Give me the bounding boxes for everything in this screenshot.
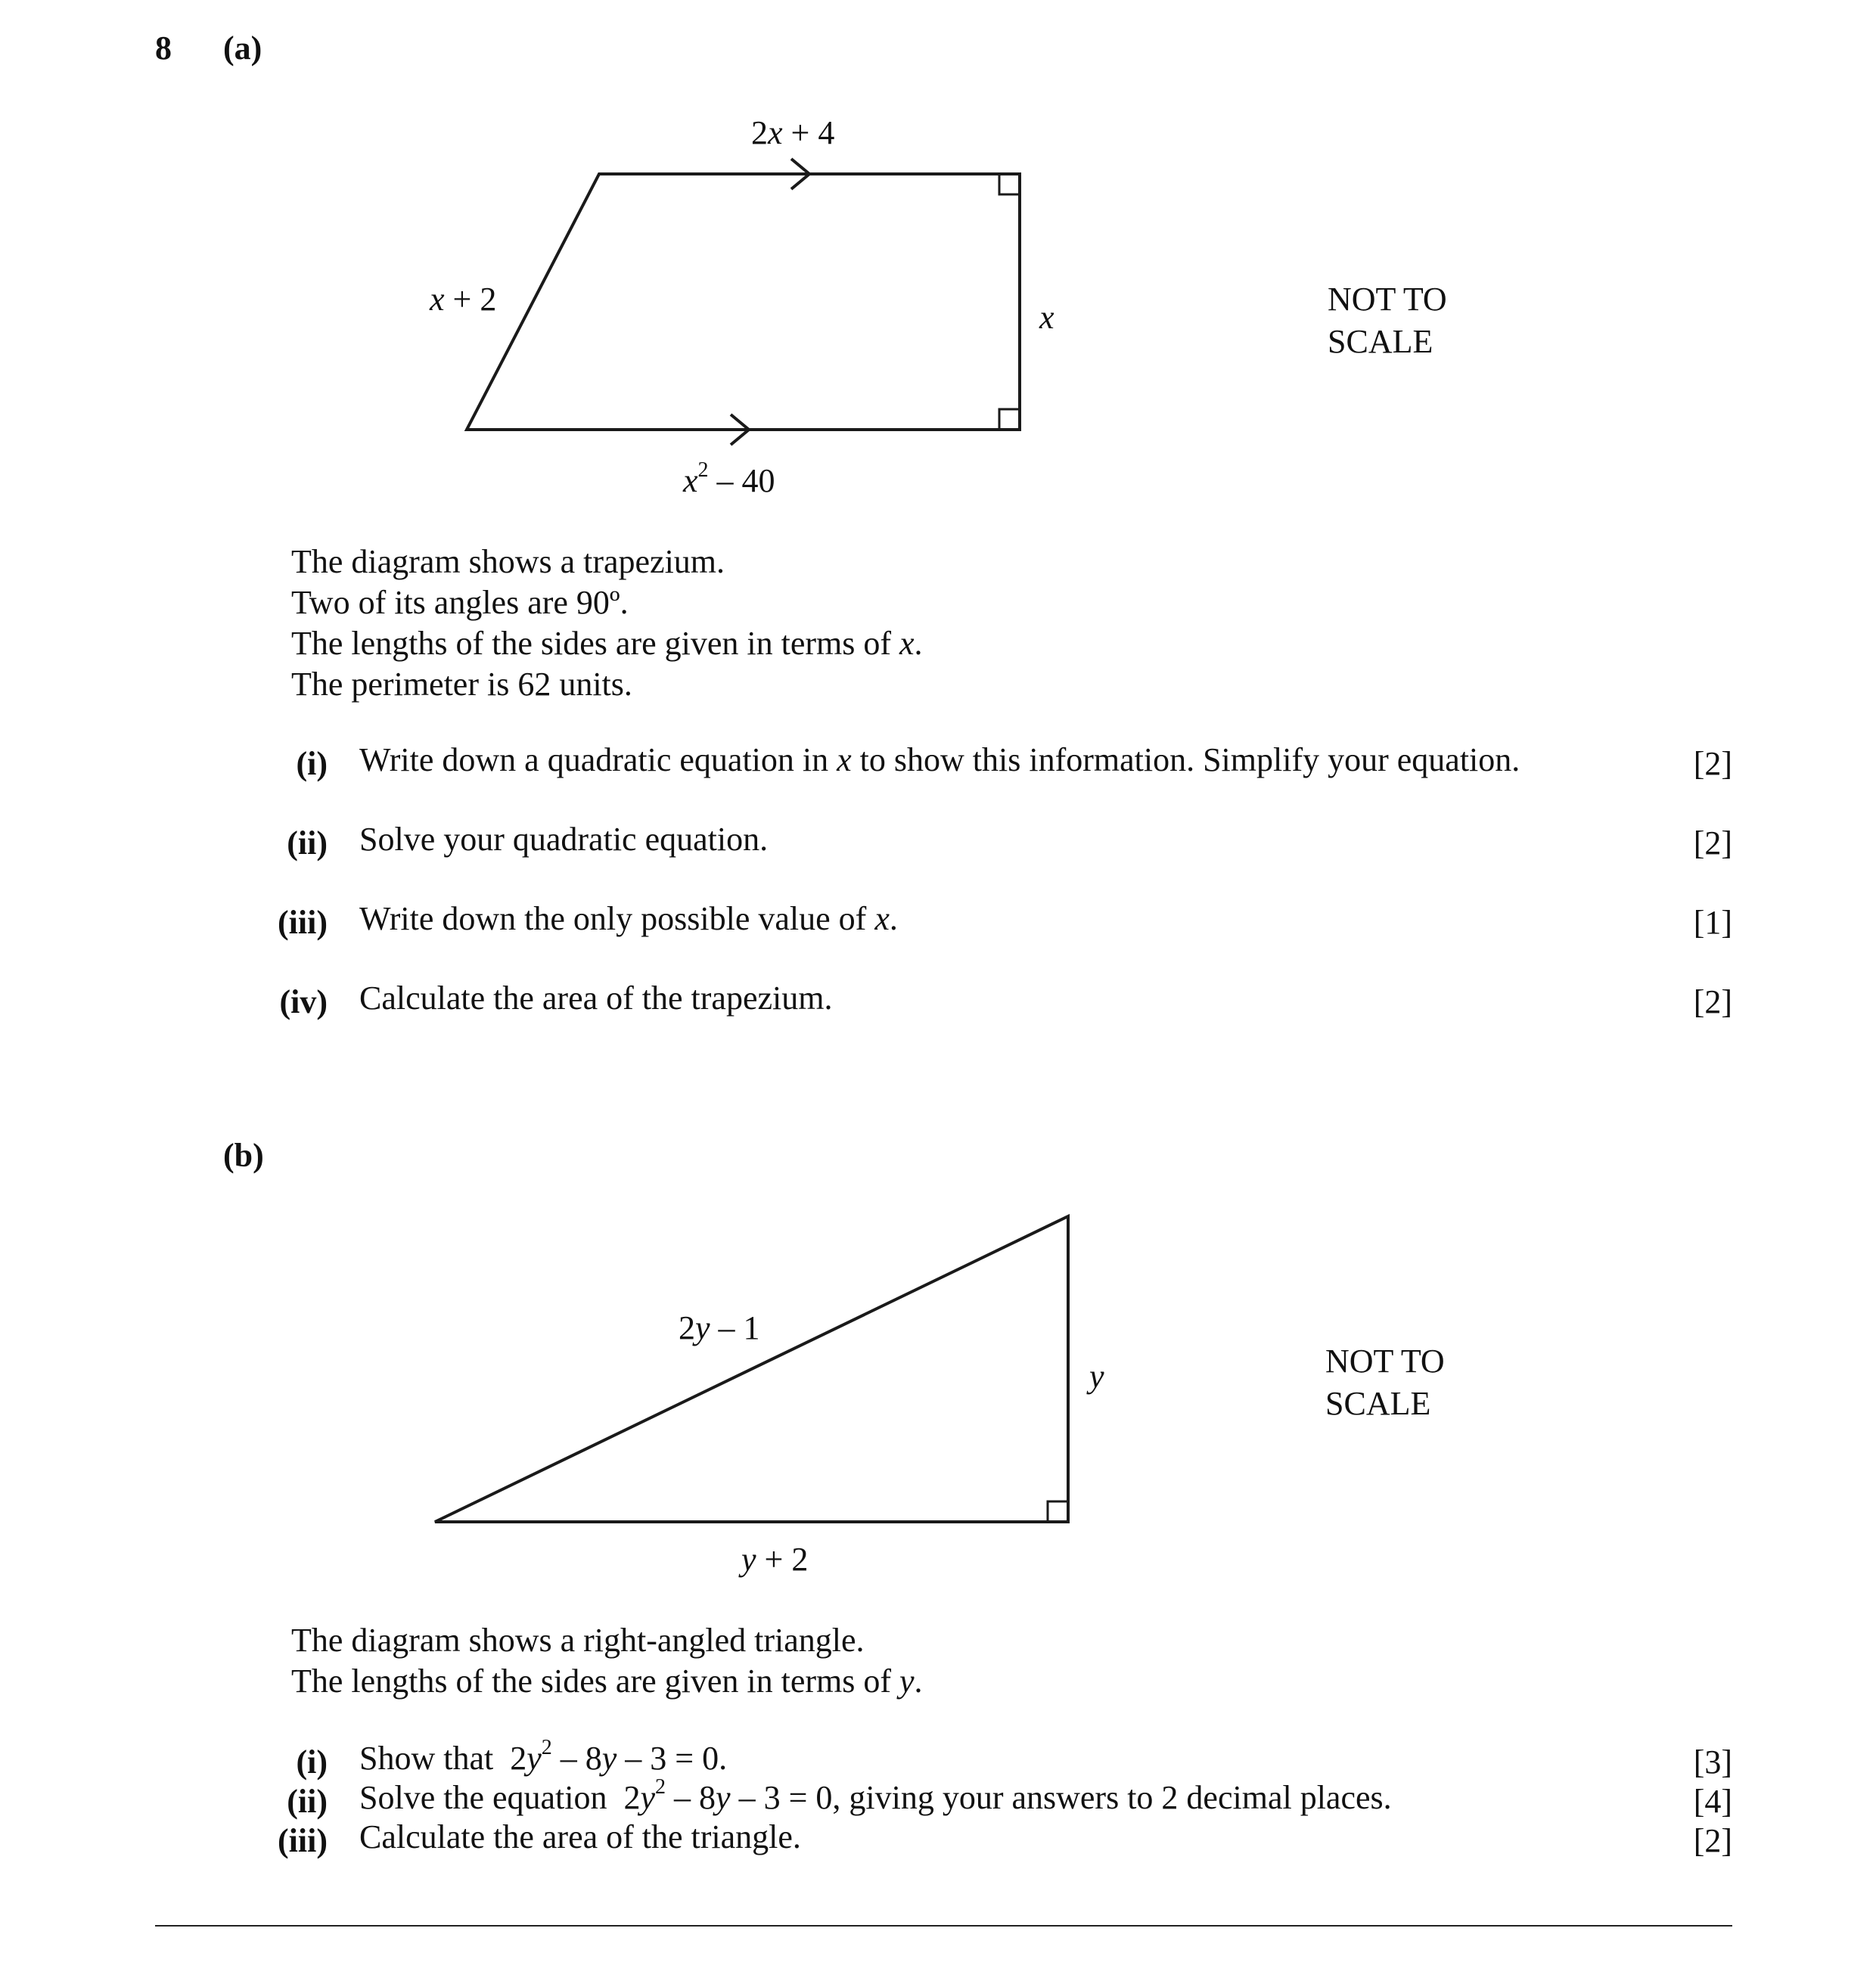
triangle-diagram [435, 1216, 1068, 1522]
question-number: 8 [155, 29, 172, 67]
subq-b-i-marks: [3] [1693, 1743, 1732, 1781]
subq-a-iii-text: Write down the only possible value of x. [359, 900, 898, 937]
subq-a-iv-marks: [2] [1693, 983, 1732, 1020]
part-a-label: (a) [223, 29, 262, 67]
right-angle-marker-bottom [999, 409, 1020, 430]
description-line: The lengths of the sides are given in terms of y. [291, 1663, 923, 1700]
trapezium-left-label: x + 2 [430, 281, 497, 318]
description-line: The diagram shows a trapezium. [291, 543, 725, 580]
subq-b-i-num: (i) [296, 1743, 328, 1781]
subq-a-i-marks: [2] [1693, 745, 1732, 782]
part-a-description [291, 542, 923, 705]
right-angle-marker-top [999, 174, 1020, 194]
bottom-divider [155, 1925, 1732, 1927]
trapezium-right-label: x [1039, 299, 1054, 336]
description-line: The diagram shows a right-angled triangle. [291, 1622, 865, 1659]
not-to-scale-b: NOT TO SCALE [1325, 1343, 1445, 1422]
right-angle-marker-triangle [1048, 1501, 1068, 1522]
subq-b-iii-num: (iii) [278, 1822, 328, 1859]
subq-a-iii-num: (iii) [278, 904, 328, 941]
subq-a-iv-text: Calculate the area of the trapezium. [359, 980, 833, 1017]
subq-b-ii-marks: [4] [1693, 1783, 1732, 1820]
description-line: The perimeter is 62 units. [291, 666, 632, 703]
subq-b-iii-marks: [2] [1693, 1822, 1732, 1859]
subq-b-iii-text: Calculate the area of the triangle. [359, 1818, 801, 1855]
subq-a-iv-num: (iv) [279, 983, 328, 1020]
trapezium-top-label: 2x + 4 [751, 114, 835, 151]
trapezium-diagram [467, 159, 1020, 445]
subq-a-ii-text: Solve your quadratic equation. [359, 821, 769, 858]
description-line: Two of its angles are 90º. [291, 584, 629, 621]
not-to-scale-a: NOT TO SCALE [1328, 281, 1447, 360]
description-line: The lengths of the sides are given in terms of x. [291, 625, 923, 662]
subq-b-ii-text: Solve the equation $2y^2 - 8y - 3 = 0$, giving your answers to 2 decimal places. [359, 1775, 1392, 1816]
subq-a-ii-num: (ii) [287, 824, 328, 862]
triangle-bottom-label: y + 2 [741, 1541, 809, 1578]
triangle-shape [435, 1216, 1068, 1522]
part-b-label: (b) [223, 1137, 264, 1174]
triangle-right-label: y [1089, 1358, 1104, 1395]
subq-a-ii-marks: [2] [1693, 824, 1732, 862]
subq-b-i-text: Show that $2y^2 - 8y - 3 = 0$. [359, 1736, 728, 1777]
subq-a-iii-marks: [1] [1693, 904, 1732, 941]
subq-a-i-text: Write down a quadratic equation in x to show this information. Simplify your equation. [359, 741, 1520, 778]
trapezium-shape [467, 174, 1020, 430]
part-b-description [291, 1620, 923, 1702]
subq-a-i-num: (i) [296, 745, 328, 782]
trapezium-bottom-label: $x^2 - 40$ [683, 458, 775, 499]
subq-b-ii-num: (ii) [287, 1783, 328, 1820]
triangle-hyp-label: 2y – 1 [679, 1309, 760, 1346]
